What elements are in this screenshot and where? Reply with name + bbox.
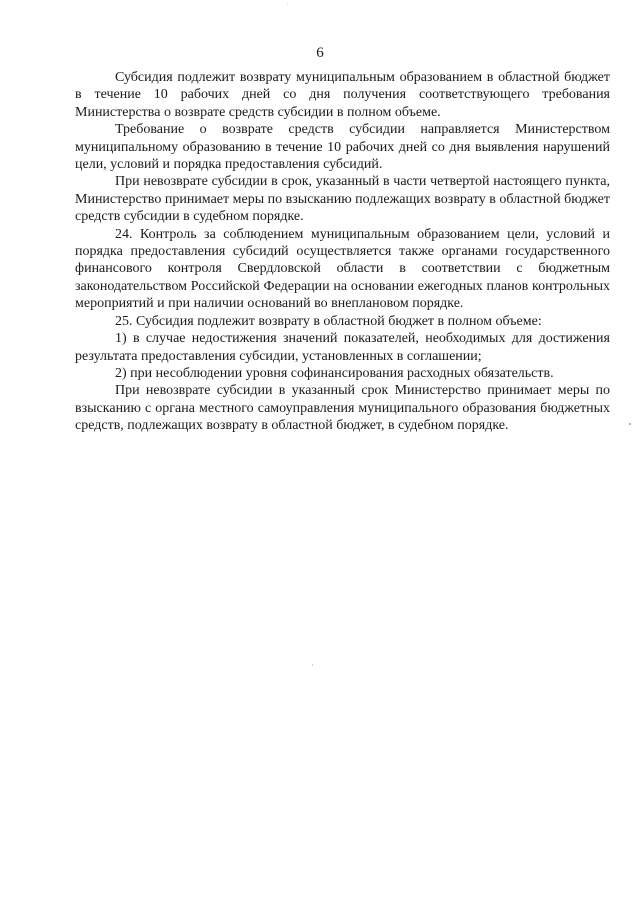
scan-speck (629, 423, 631, 425)
paragraph-return-requirement: Требование о возврате средств субсидии направляется Министерством муниципальному образованию в течение 10 рабочих дней со дня выявления нарушений цели, условий и порядка предоставления субсидий. (75, 122, 610, 173)
paragraph-non-return-recovery: При невозврате субсидии в срок, указанный в части четвертой настоящего пункта, Министерство принимает меры по взысканию подлежащих возврату в областной бюджет средств субсидии в судебном порядке. (75, 174, 610, 225)
paragraph-item-25-subitem-1: 1) в случае недостижения значений показателей, необходимых для достижения результата предоставления субсидии, установленных в соглашении; (75, 331, 610, 364)
paragraph-item-25-subitem-2: 2) при несоблюдении уровня софинансирования расходных обязательств. (115, 365, 554, 381)
paragraph-item-25-full-return: 25. Субсидия подлежит возврату в областной бюджет в полном объеме: (115, 313, 542, 329)
paragraph-subsidy-return-deadline: Субсидия подлежит возврату муниципальным образованием в областной бюджет в течение 10 рабочих дней со дня получения соответствующего требования Министерства о возврате средств субсидии в полном объеме. (75, 70, 610, 120)
scan-speck (312, 664, 313, 666)
document-body (75, 69, 610, 435)
paragraph-item-24-control: 24. Контроль за соблюдением муниципальным образованием цели, условий и порядка предоставления субсидий осуществляется также органами государственного финансового контроля Свердловской области в соответствии с бюджетным законодательством Российской Федерации на основании ежегодных планов контрольных мероприятий и при наличии оснований во внеплановом порядке. (75, 226, 610, 312)
page-number: 6 (316, 45, 324, 61)
paragraph-judicial-recovery: При невозврате субсидии в указанный срок Министерство принимает меры по взысканию с органа местного самоуправления муниципального образования бюджетных средств, подлежащих возврату в областной бюджет, в судебном порядке. (75, 383, 610, 434)
scan-speck (287, 3, 288, 4)
